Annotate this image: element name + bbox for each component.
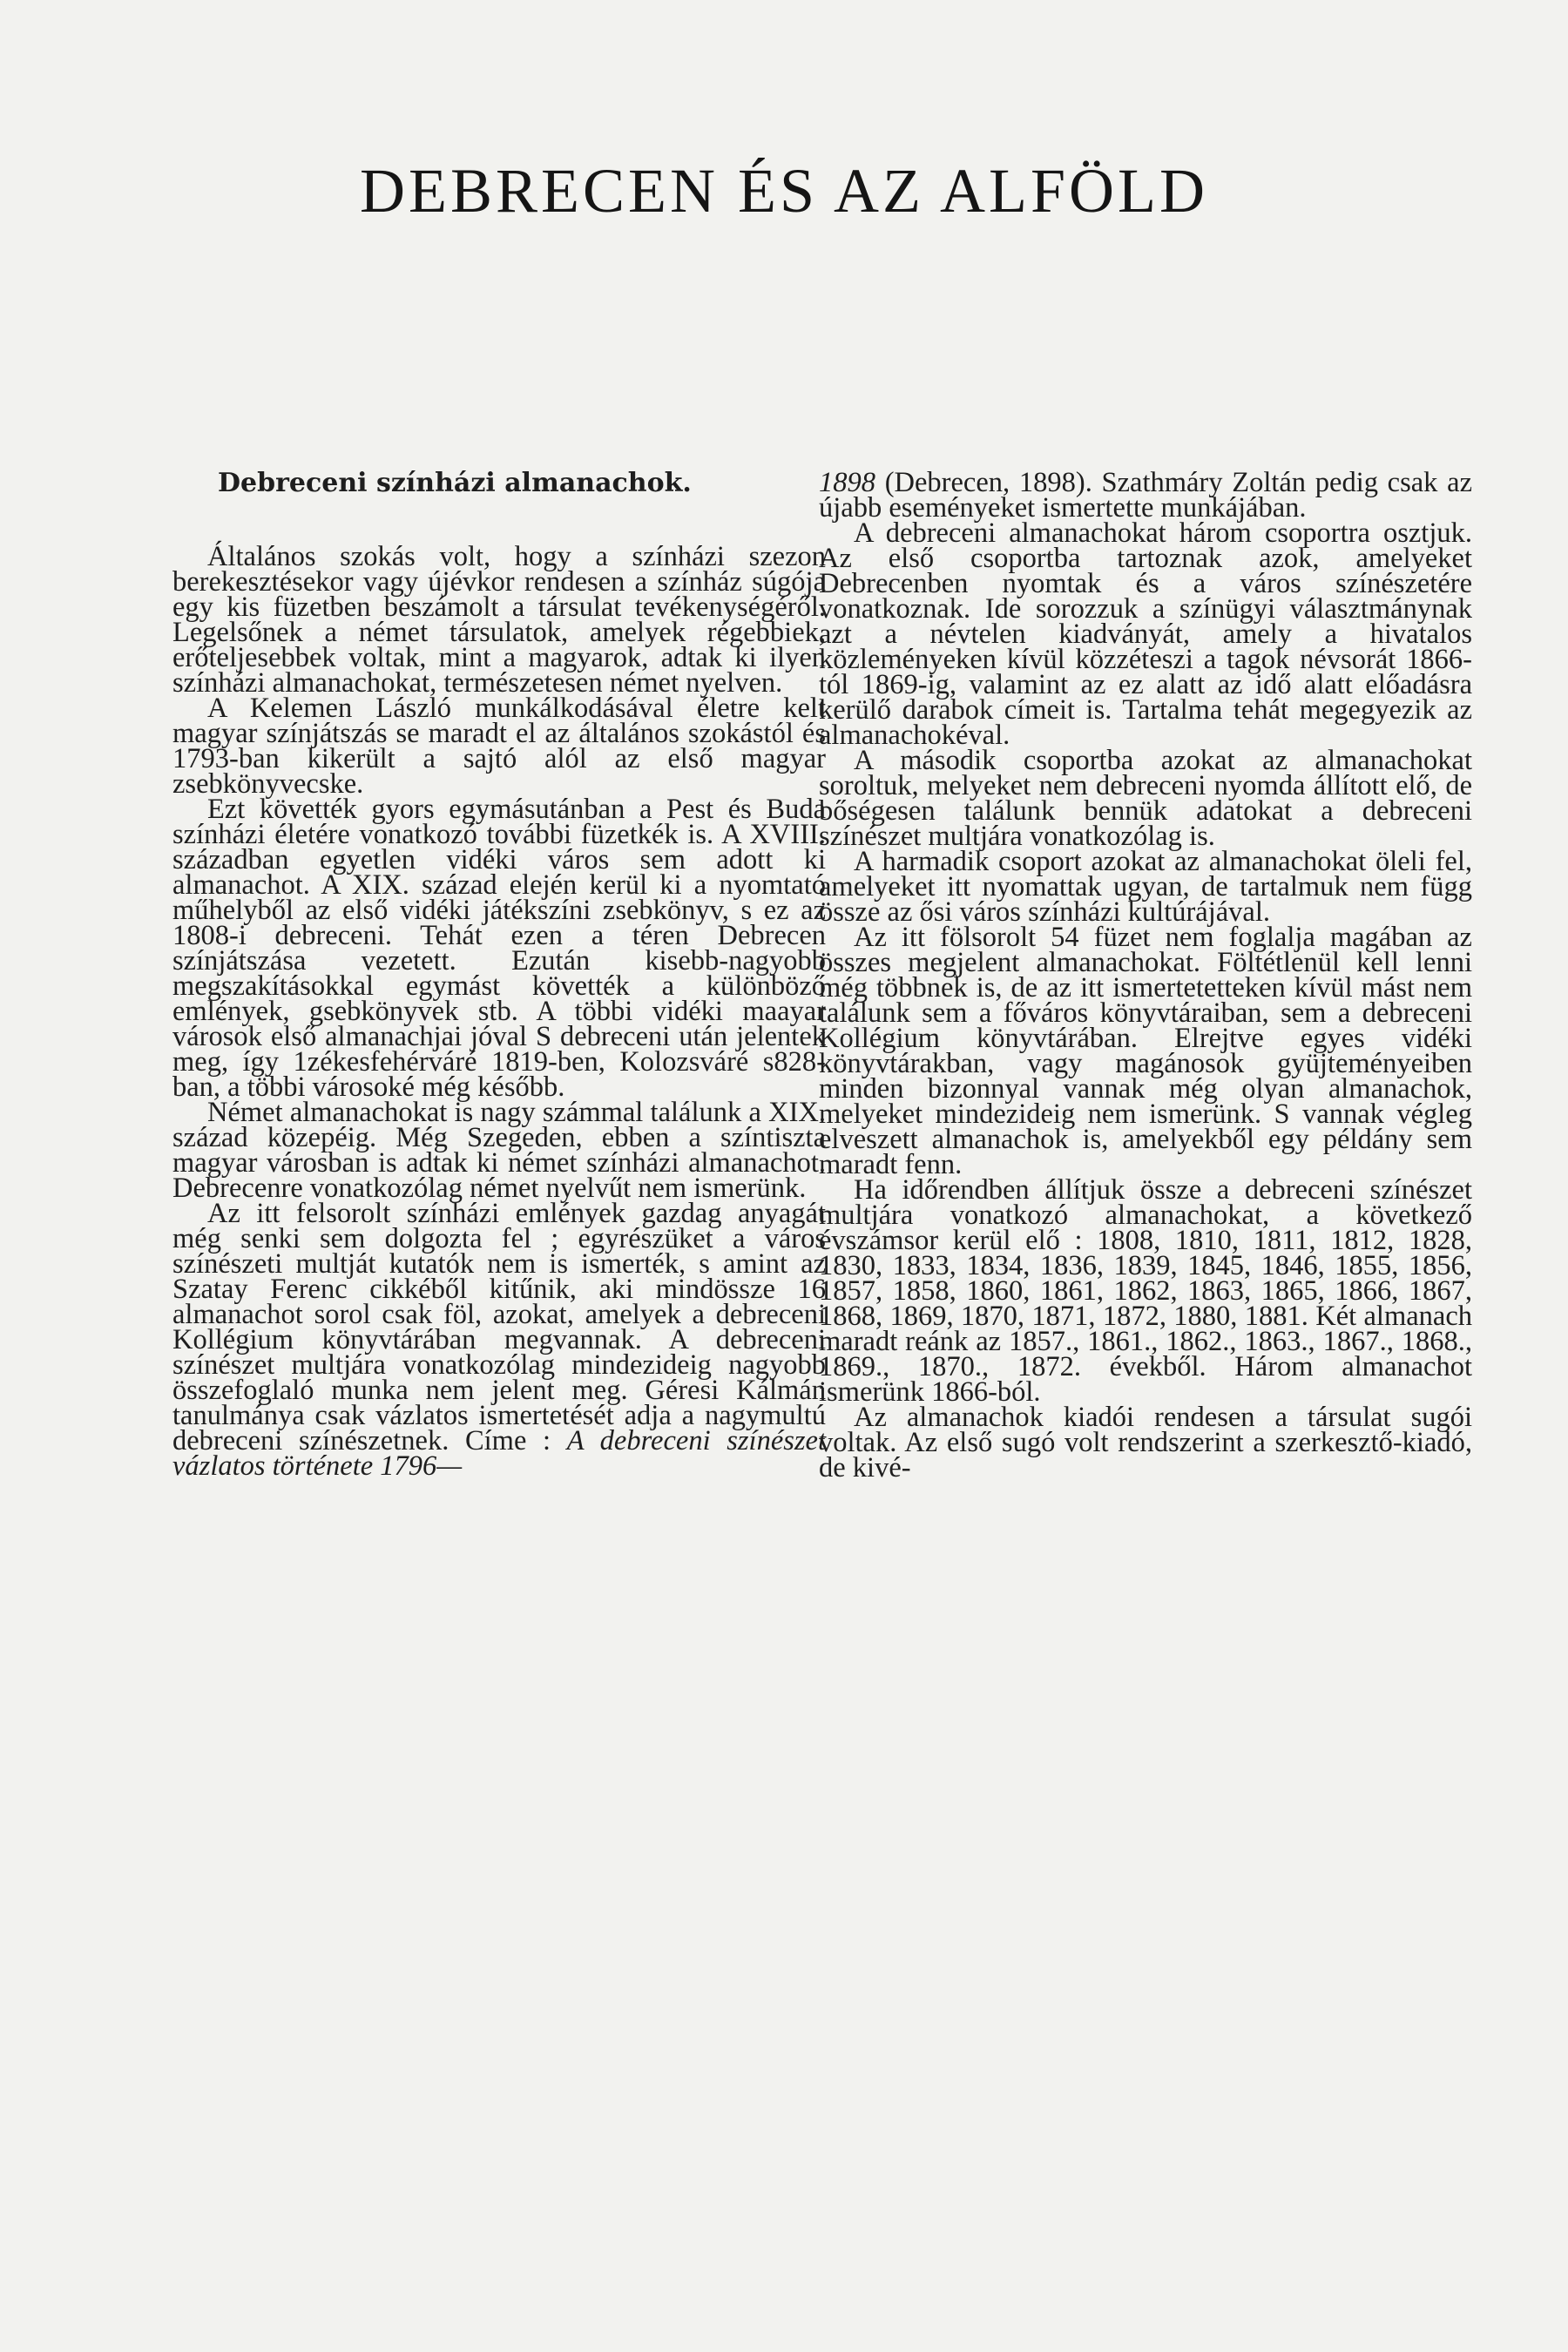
paragraph: A Kelemen László munkálkodásával életre kelt magyar színjátszás se maradt el az általános szokástól és 1793-ban kikerült a sajtó alól az első magyar zsebkönyvecske. [172, 693, 826, 800]
section-heading: Debreceni színházi almanachok. [218, 468, 692, 498]
continuation-text: (Debrecen, 1898). Szathmáry Zoltán pedig csak az újabb eseményeket ismertette munkájában. [819, 467, 1472, 524]
paragraph-with-citation [172, 1198, 827, 1482]
citation-title-italic: A debreceni színészet vázlatos története 1796— [172, 1425, 827, 1482]
paragraph: Általános szokás volt, hogy a színházi szezon berekesztésekor vagy újévkor rendesen a színház súgója egy kis füzetben beszámolt a társulat tevékenységéről. Legelsőnek a német társulatok, amelyek régebbiek, erőteljesebbek voltak, mint a magyarok, adtak ki ilyen színházi almanachokat, természetesen német nyelven. [172, 541, 826, 699]
citation-year-italic: 1898 [819, 467, 875, 498]
left-column [172, 468, 827, 1482]
paragraph: Ha időrendben állítjuk össze a debreceni színészet multjára vonatkozó almanachokat, a következő évszámsor kerül elő : 1808, 1810, 1811, 1812, 1828, 1830, 1833, 1834, 1836, 1839, 1845, 1846, 1855, 1856, 1857, 1858, 1860, 1861, 1862, 1863, 1865, 1866, 1867, 1868, 1869, 1870, 1871, 1872, 1880, 1881. Két almanach maradt reánk az 1857., 1861., 1862., 1863., 1867., 1868., 1869., 1870., 1872. évekből. Három almanachot ismerünk 1866-ból. [819, 1174, 1472, 1408]
paragraph: A második csoportba azokat az almanachokat soroltuk, melyeket nem debreceni nyomda állított elő, de bőségesen találunk bennük adatokat a debreceni színészet multjára vonatkozólag is. [819, 745, 1472, 852]
running-head-title: DEBRECEN ÉS AZ ALFÖLD [359, 156, 1209, 226]
paragraph: Ezt követték gyors egymásutánban a Pest és Buda színházi életére vonatkozó további füzetkék is. A XVIII. században egyetlen vidéki város sem adott ki almanachot. A XIX. század elején kerül ki a nyomtató műhelyből az első vidéki játékszíni zsebkönyv, s ez az 1808-i debreceni. Tehát ezen a téren Debrecen színjátszása vezetett. Ezután kisebb-nagyobb megszakításokkal egymást követték a különböző emlények, gsebkönyvek stb. A többi vidéki maayar városok első almanachjai jóval S debreceni után jelentek meg, így 1zékesfehérváré 1819-ben, Kolozsváré s828-ban, a többi városoké még később. [172, 794, 826, 1103]
paragraph: Az almanachok kiadói rendesen a társulat sugói voltak. Az első sugó volt rendszerint a szerkesztő-kiadó, de kivé- [819, 1402, 1472, 1484]
paragraph: Német almanachokat is nagy számmal találunk a XIX. század közepéig. Még Szegeden, ebben a színtiszta magyar városban is adtak ki német színházi almanachot. Debrecenre vonatkozólag német nyelvűt nem ismerünk. [172, 1097, 826, 1204]
paragraph-continuation [819, 467, 1472, 524]
paragraph: A debreceni almanachokat három csoportra osztjuk. Az első csoportba tartoznak azok, amelyeket Debrecenben nyomtak és a város színészetére vonatkoznak. Ide sorozzuk a színügyi választmánynak azt a névtelen kiadványát, amely a hivatalos közleményeken kívül közzéteszi a tagok névsorát 1866-tól 1869-ig, valamint az ez alatt az idő alatt előadásra kerülő darabok címeit is. Tartalma tehát megegyezik az almanachokéval. [819, 517, 1472, 751]
paragraph: Az itt fölsorolt 54 füzet nem foglalja magában az összes megjelent almanachokat. Föltétlenül kell lenni még többnek is, de az itt ismertetetteken kívül mást nem találunk sem a főváros könyvtáraiban, sem a debreceni Kollégium könyvtárában. Elrejtve egyes vidéki könyvtárakban, vagy magánosok gyüjteményeiben minden bizonnyal vannak még olyan almanachok, melyeket mindezideig nem ismerünk. S vannak végleg elveszett almanachok is, amelyekből egy példány sem maradt fenn. [819, 922, 1472, 1180]
paragraph-text: Az itt felsorolt színházi emlények gazdag anyagát még senki sem dolgozta fel ; egyrészüket a város színészeti multját kutatók nem is ismerték, s amint az Szatay Ferenc cikkéből kitűnik, aki mindössze 16 almanachot sorol csak föl, azokat, amelyek a debreceni Kollégium könyvtárában megvannak. A debreceni színészet multjára vonatkozólag mindezideig nagyobb összefoglaló munka nem jelent meg. Géresi Kálmán tanulmánya csak vázlatos ismertetését adja a nagymultú debreceni színészetnek. Címe : [172, 1198, 826, 1456]
paragraph: A harmadik csoport azokat az almanachokat öleli fel, amelyeket itt nyomattak ugyan, de tartalmuk nem függ össze az ősi város színházi kultúrájával. [819, 846, 1472, 928]
right-column [819, 467, 1472, 1484]
